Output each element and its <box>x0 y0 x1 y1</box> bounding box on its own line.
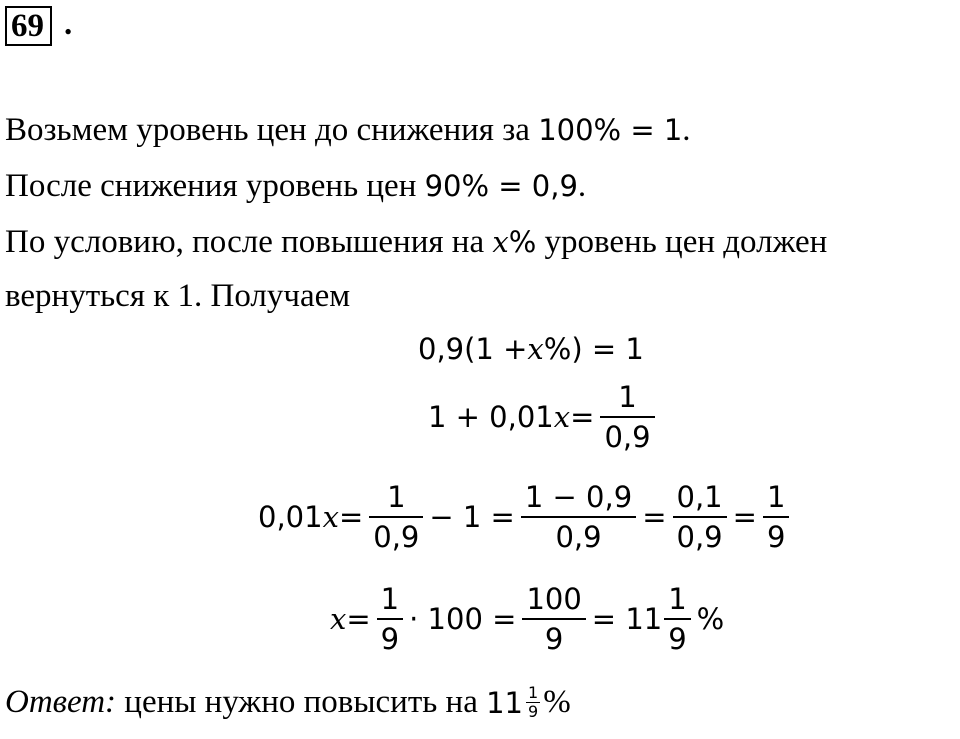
eq3-eqsign: = <box>338 500 364 534</box>
eq2-denominator: 0,9 <box>604 420 651 454</box>
eq4-fraction-2 <box>522 580 585 658</box>
line2-math: 90% = 0,9 <box>424 169 578 203</box>
eq3-variable: x <box>322 500 339 534</box>
text-line-4: вернуться к 1. Получаем <box>5 278 351 314</box>
eq3-f4-denominator: 9 <box>766 520 786 554</box>
eq4-f3-denominator: 9 <box>668 622 687 656</box>
line1-text: Возьмем уровень цен до снижения за <box>5 112 539 148</box>
eq1-left: 0,9(1 + <box>418 332 528 366</box>
eq4-middle: · 100 = <box>409 602 517 636</box>
eq3-fraction-4 <box>763 478 789 556</box>
eq3-eqsign-b: = <box>732 500 757 534</box>
eq3-f2-numerator: 1 − 0,9 <box>524 480 633 514</box>
eq4-fraction-1 <box>377 580 403 658</box>
answer-whole: 11 <box>486 685 524 720</box>
eq3-fraction-2 <box>521 478 636 556</box>
eq4-variable: x <box>330 602 347 636</box>
answer-numerator: 1 <box>528 683 539 702</box>
eq4-eqsign-a: = 11 <box>591 602 663 636</box>
line3-end: уровень цен должен <box>536 224 828 260</box>
line2-text: После снижения уровень цен <box>5 168 425 204</box>
eq2-numerator: 1 <box>618 380 637 414</box>
text-line-3 <box>5 222 827 262</box>
text-line-1 <box>5 110 691 150</box>
eq4-f1-denominator: 9 <box>380 622 400 656</box>
line1-math: 100% = 1 <box>538 113 683 147</box>
answer-text: цены нужно повысить на <box>116 684 487 720</box>
eq3-f2-denominator: 0,9 <box>555 520 602 554</box>
eq1-right: %) = 1 <box>543 332 644 366</box>
answer-label: Ответ: <box>5 684 117 720</box>
eq3-f3-denominator: 0,9 <box>676 520 723 554</box>
eq4-percent: % <box>696 602 725 636</box>
eq2-fraction <box>600 378 654 456</box>
line2-end: . <box>577 168 587 204</box>
eq4-eqsign: = <box>346 602 371 636</box>
eq3-f4-numerator: 1 <box>766 480 786 514</box>
equation-2 <box>428 378 661 456</box>
eq3-fraction-1 <box>369 478 423 556</box>
line3-variable: x <box>492 225 509 259</box>
equation-3 <box>258 478 795 556</box>
line3-text: По условию, после повышения на <box>5 224 493 260</box>
eq3-fraction-3 <box>673 478 727 556</box>
eq4-f3-numerator: 1 <box>668 582 687 616</box>
equation-1 <box>418 326 644 372</box>
eq3-middle: − 1 = <box>429 500 515 534</box>
task-number: 69 <box>5 6 52 46</box>
eq2-eqsign: = <box>570 400 595 434</box>
eq2-left: 1 + 0,01 <box>428 400 554 434</box>
eq3-f3-numerator: 0,1 <box>676 480 723 514</box>
answer-denominator: 9 <box>528 702 539 721</box>
answer-percent: % <box>543 684 571 720</box>
task-number-suffix: . <box>64 6 73 42</box>
eq2-variable: x <box>553 400 571 434</box>
eq4-f2-denominator: 9 <box>544 622 564 656</box>
eq1-variable: x <box>527 332 544 366</box>
eq3-f1-denominator: 0,9 <box>373 520 420 554</box>
text-line-2 <box>5 166 586 206</box>
eq4-f1-numerator: 1 <box>380 582 400 616</box>
answer-line <box>5 684 571 721</box>
eq3-left: 0,01 <box>258 500 323 534</box>
eq3-eqsign-a: = <box>642 500 667 534</box>
eq4-fraction-3 <box>664 580 690 658</box>
line3-percent: % <box>508 225 537 259</box>
equation-4 <box>330 580 724 658</box>
eq3-f1-numerator: 1 <box>387 480 406 514</box>
answer-fraction <box>526 684 540 721</box>
line1-end: . <box>682 112 691 148</box>
eq4-f2-numerator: 100 <box>526 582 582 616</box>
